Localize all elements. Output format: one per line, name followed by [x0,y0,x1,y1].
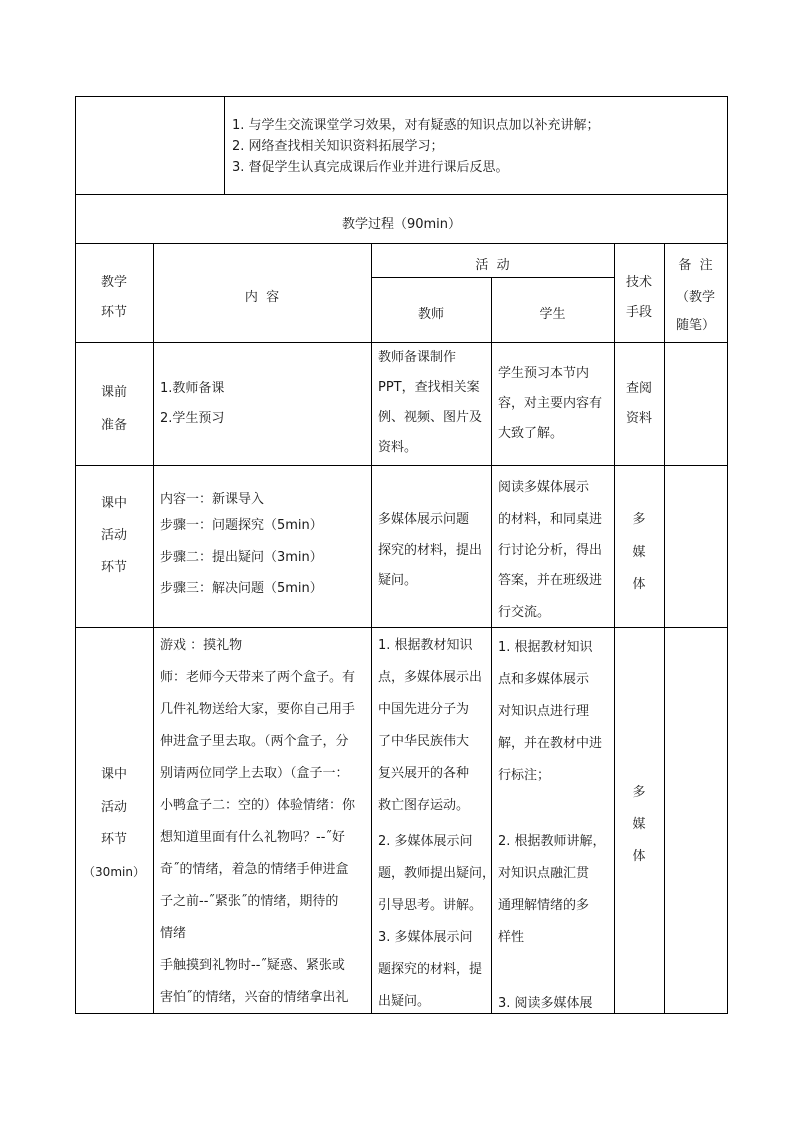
row2-content-1: 内容一：新课导入 [160,492,265,507]
row1-stage-2: 准备 [100,418,127,433]
row3-student-line: 行标注； [498,768,551,783]
top-item-2: 2. 网络查找相关知识资料拓展学习； [232,139,444,154]
header-teacher: 教师 [417,307,444,322]
row3-content-line: 奇˝的情绪，着急的情绪手伸进盒 [160,862,349,877]
header-notes-1: 备 注 [678,258,713,273]
top-row-divider [224,96,225,194]
row3-student-line: 样性 [498,930,525,945]
row3-teacher-line: 救亡图存运动。 [378,798,470,813]
header-stage-1: 教学 [100,275,127,290]
process-title: 教学过程（90min） [341,217,462,232]
row3-content-line: 情绪 [160,926,187,941]
header-stage-2: 环节 [100,305,127,320]
row2-content-4: 步骤三：解决问题（5min） [160,581,323,596]
row3-student-line: 2. 根据教师讲解， [498,834,606,849]
header-student: 学生 [539,307,566,322]
row3-teacher-line: 出疑问。 [378,994,431,1009]
row3-student-line: 解，并在教材中进 [498,736,603,751]
table-border-top [75,96,728,97]
row3-teacher-line: 2. 多媒体展示问 [378,834,473,849]
row3-student-line: 点和多媒体展示 [498,672,590,687]
row-sep-4 [75,465,728,466]
row-sep-2 [75,243,728,244]
row2-student-5: 行交流。 [498,605,551,620]
row3-content-line: 师：老师今天带来了两个盒子。有 [160,670,356,685]
row3-tech-2: 媒 [632,817,646,832]
row1-teacher-3: 例、视频、图片及 [378,410,483,425]
row1-student-3: 大致了解。 [498,426,564,441]
table-border-bottom [75,1013,728,1014]
row2-content-3: 步骤二：提出疑问（3min） [160,550,323,565]
row2-student-4: 答案，并在班级进 [498,573,603,588]
row2-teacher-3: 疑问。 [378,573,418,588]
row1-stage-1: 课前 [100,385,127,400]
row3-content-line: 害怕˝的情绪，兴奋的情绪拿出礼 [160,990,349,1005]
row3-content-line: 伸进盒子里去取。（两个盒子，分 [160,734,349,749]
row2-tech-2: 媒 [632,545,646,560]
col-sep-student [614,243,615,1014]
row1-teacher-2: PPT，查找相关案 [378,380,480,395]
row3-content-line: 子之前--˝紧张˝的情绪，期待的 [160,894,339,909]
row3-stage-1: 课中 [100,767,127,782]
row3-content-line: 想知道里面有什么礼物吗？--˝好 [160,830,345,845]
row2-student-1: 阅读多媒体展示 [498,480,590,495]
row3-teacher-line: 复兴展开的各种 [378,766,470,781]
row2-stage-1: 课中 [100,496,127,511]
col-sep-teacher [491,277,492,1014]
header-activity: 活 动 [475,258,510,273]
col-sep-content [371,243,372,1014]
row1-student-1: 学生预习本节内 [498,366,590,381]
row3-student-line: 对知识点进行理 [498,704,590,719]
row2-tech-3: 体 [632,577,646,592]
row1-tech-2: 资料 [625,411,652,426]
row3-teacher-line: 点，多媒体展示出 [378,670,483,685]
row3-content-line: 别请两位同学上去取）（盒子一： [160,766,349,781]
col-sep-tech [664,243,665,1014]
activity-sep [371,277,614,278]
row3-tech-1: 多 [632,785,646,800]
row1-teacher-1: 教师备课制作 [378,350,457,365]
row-sep-5 [75,627,728,628]
row3-stage-4: （30min） [83,865,145,879]
row2-teacher-2: 探究的材料，提出 [378,543,483,558]
row1-teacher-4: 资料。 [378,440,418,455]
row2-tech-1: 多 [632,512,646,527]
row2-teacher-1: 多媒体展示问题 [378,512,470,527]
row-sep-1 [75,194,728,195]
row3-teacher-line: 中国先进分子为 [378,702,470,717]
row2-student-2: 的材料，和同桌进 [498,512,603,527]
row3-content-line: 几件礼物送给大家，要你自己用手 [160,702,356,717]
top-item-1: 1. 与学生交流课堂学习效果，对有疑惑的知识点加以补充讲解； [232,118,600,133]
row3-student-line: 对知识点融汇贯 [498,866,590,881]
row2-content-2: 步骤一：问题探究（5min） [160,518,323,533]
row3-student-line: 3. 阅读多媒体展 [498,996,593,1011]
header-notes-2: （教学 [675,290,715,305]
row3-tech-3: 体 [632,849,646,864]
row1-student-2: 容，对主要内容有 [498,396,603,411]
row2-stage-2: 活动 [100,528,127,543]
row1-content-2: 2.学生预习 [160,411,225,426]
row3-teacher-line: 引导思考。讲解。 [378,898,483,913]
row1-content-1: 1.教师备课 [160,381,225,396]
row3-teacher-line: 了中华民族伟大 [378,734,470,749]
row3-teacher-line: 3. 多媒体展示问 [378,930,473,945]
row3-teacher-line: 题，教师提出疑问， [378,866,496,881]
top-item-3: 3. 督促学生认真完成课后作业并进行课后反思。 [232,160,509,175]
row3-content-line: 游戏 ：摸礼物 [160,638,243,653]
row2-student-3: 行讨论分析，得出 [498,543,603,558]
row3-stage-3: 环节 [100,832,127,847]
row3-content-line: 小鸭盒子二：空的）体验情绪：你 [160,798,356,813]
row1-tech-1: 查阅 [625,381,652,396]
header-content: 内 容 [244,290,280,305]
row3-stage-2: 活动 [100,800,127,815]
row-sep-3 [75,342,728,343]
table-border-right [727,96,728,1014]
row3-content-line: 手触摸到礼物时--˝疑惑、紧张或 [160,958,345,973]
row3-student-line: 通理解情绪的多 [498,898,590,913]
row3-teacher-line: 1. 根据教材知识 [378,638,473,653]
row2-stage-3: 环节 [100,560,127,575]
col-sep-stage [153,243,154,1014]
header-tech-1: 技术 [625,275,652,290]
row3-student-line: 1. 根据教材知识 [498,640,593,655]
header-notes-3: 随笔） [675,318,715,333]
header-tech-2: 手段 [625,305,652,320]
row3-teacher-line: 题探究的材料，提 [378,962,483,977]
